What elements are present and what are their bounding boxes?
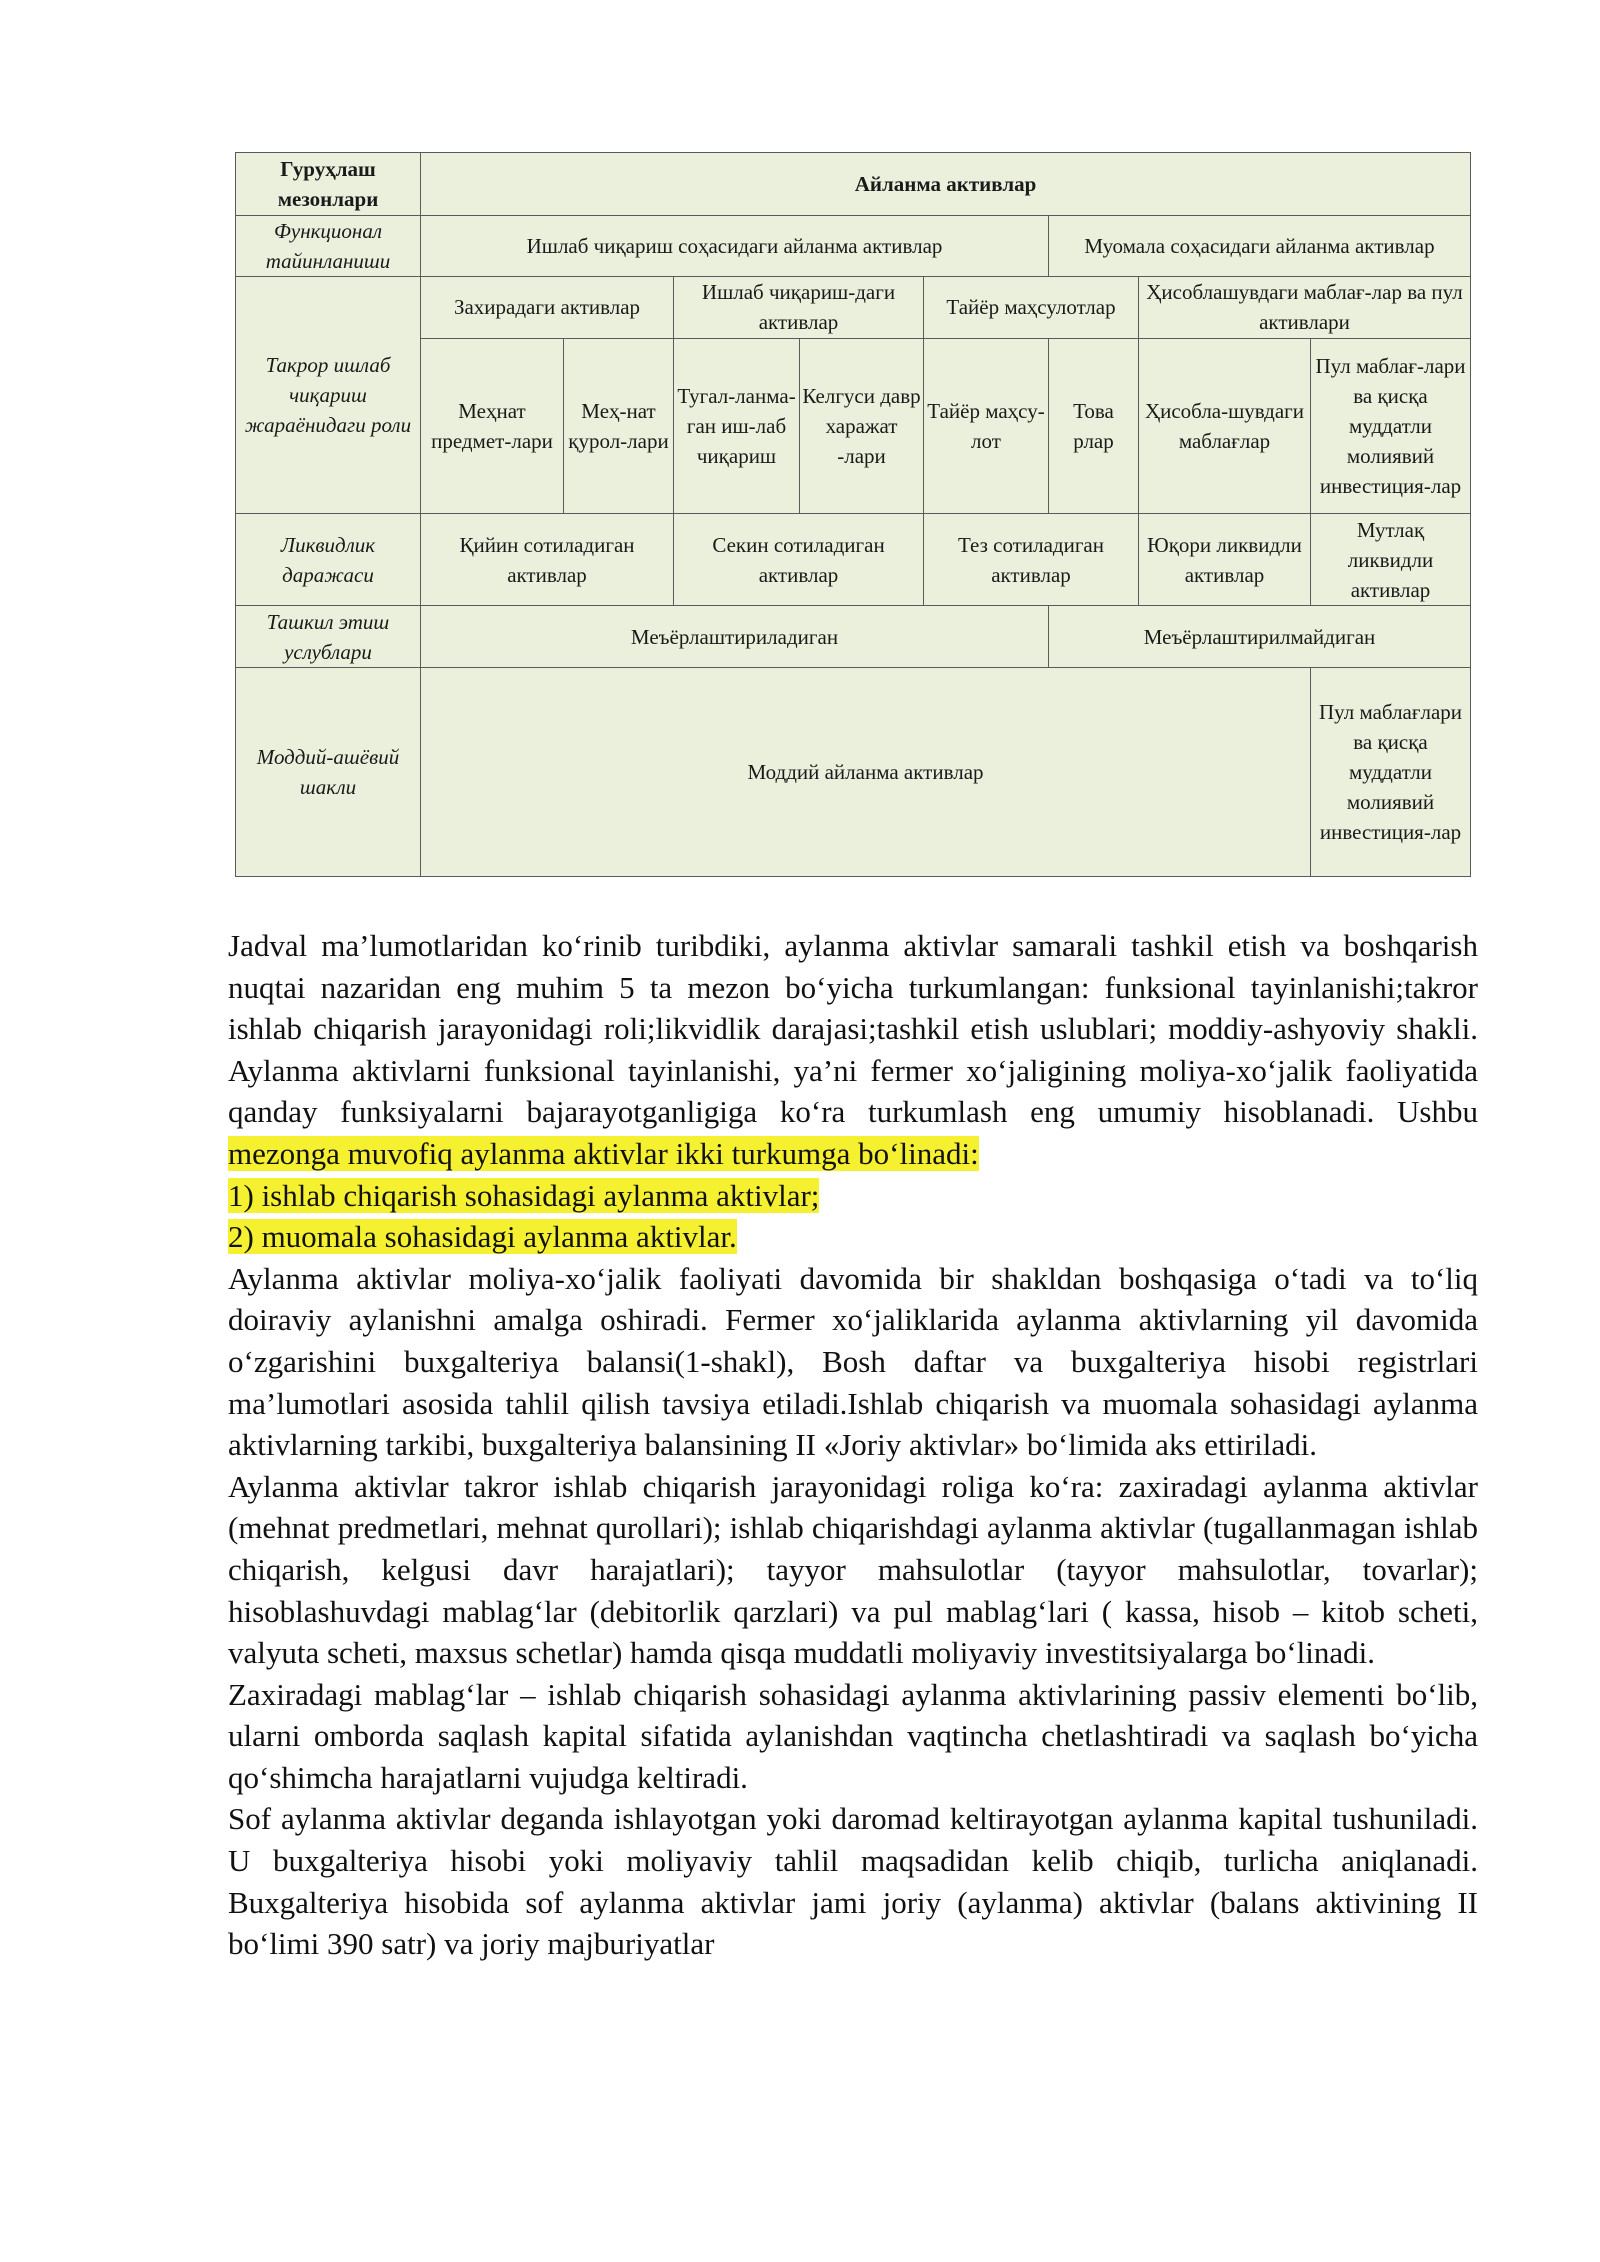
list-item	[228, 1216, 1478, 1258]
cell-settlement-cash: Ҳисоблашувдаги маблағ-лар ва пул активлари	[1139, 277, 1471, 339]
table-row	[236, 153, 1471, 216]
cell-hard-to-sell: Қийин сотиладиган активлар	[421, 514, 674, 606]
table-row	[236, 514, 1471, 606]
cell-labor-tools: Меҳ-нат қурол-лари	[564, 338, 674, 514]
paragraph-intro	[228, 925, 1478, 1175]
cell-production-sphere: Ишлаб чиқариш соҳасидаги айланма активлар	[421, 215, 1049, 277]
document-body	[228, 925, 1478, 1965]
cell-cash-investments-material: Пул маблағлари ва қисқа муддатли молиявий инвестиция-лар	[1311, 667, 1471, 876]
table-row	[236, 667, 1471, 876]
cell-material-assets: Моддий айланма активлар	[421, 667, 1311, 876]
cell-labor-objects: Меҳнат предмет-лари	[421, 338, 564, 514]
list-item-production: 1) ishlab chiqarish sohasidagi aylanma aktivlar;	[228, 1177, 820, 1213]
paragraph-circulation: Aylanma aktivlar moliya-xo‘jalik faoliyati davomida bir shakldan boshqasiga o‘tadi va to‘liq doiraviy aylanishni amalga oshiradi. Fermer xo‘jaliklarida aylanma aktivlarning yil davomida o‘zgarishini buxgalteriya balansi(1-shakl), Bosh daftar va buxgalteriya hisobi registrlari ma’lumotlari asosida tahlil qilish tavsiya etiladi.Ishlab chiqarish va muomala sohasidagi aylanma aktivlarning tarkibi, buxgalteriya balansining II «Joriy aktivlar» bo‘limida aks ettiriladi.	[228, 1260, 1478, 1463]
criterion-liquidity: Ликвидлик даражаси	[236, 514, 421, 606]
cell-cash-investments: Пул маблағ-лари ва қисқа муддатли молиявий инвестиция-лар	[1311, 338, 1471, 514]
cell-absolute-liquid: Мутлақ ликвидли активлар	[1311, 514, 1471, 606]
table-row	[236, 606, 1471, 668]
cell-high-liquid: Юқори ликвидли активлар	[1139, 514, 1311, 606]
cell-future-expenses: Келгуси давр харажат -лари	[800, 338, 924, 514]
paragraph-role: Aylanma aktivlar takror ishlab chiqarish jarayonidagi roliga ko‘ra: zaxiradagi aylanma aktivlar (mehnat predmetlari, mehnat qurollari); ishlab chiqarishdagi aylanma aktivlar (tugallanmagan ishlab chiqarish, kelgusi davr harajatlari); tayyor mahsulotlar (tayyor mahsulotlar, tovarlar); hisoblashuvdagi mablag‘lar (debitorlik qarzlari) va pul mablag‘lari ( kassa, hisob – kitob scheti, valyuta scheti, maxsus schetlar) hamda qisqa muddatli moliyaviy investitsiyalarga bo‘linadi.	[228, 1468, 1478, 1671]
cell-stock-assets: Захирадаги активлар	[421, 277, 674, 339]
criterion-organization: Ташкил этиш услублари	[236, 606, 421, 668]
cell-finished-goods: Тайёр маҳсу-лот	[924, 338, 1049, 514]
cell-goods: Това рлар	[1049, 338, 1139, 514]
list-item-circulation: 2) muomala sohasidagi aylanma aktivlar.	[228, 1219, 737, 1255]
cell-slow-to-sell: Секин сотиладиган активлар	[674, 514, 924, 606]
cell-work-in-progress: Тугал-ланма-ган иш-лаб чиқариш	[674, 338, 800, 514]
cell-non-normalized: Меъёрлаштирилмайдиган	[1049, 606, 1471, 668]
table-row	[236, 215, 1471, 277]
current-assets-classification-table	[235, 152, 1471, 877]
criterion-functional: Функционал тайинланиши	[236, 215, 421, 277]
cell-production-assets: Ишлаб чиқариш-даги активлар	[674, 277, 924, 339]
paragraph-net-assets: Sof aylanma aktivlar deganda ishlayotgan yoki daromad keltirayotgan aylanma kapital tushuniladi. U buxgalteriya hisobi yoki moliyaviy tahlil maqsadidan kelib chiqib, turlicha aniqlanadi. Buxgalteriya hisobida sof aylanma aktivlar jami joriy (aylanma) aktivlar (balans aktivining II bo‘limi 390 satr) va joriy majburiyatlar	[228, 1801, 1478, 1962]
cell-normalized: Меъёрлаштириладиган	[421, 606, 1049, 668]
paragraph-stock: Zaxiradagi mablag‘lar – ishlab chiqarish sohasidagi aylanma aktivlarining passiv elementi bo‘lib, ularni omborda saqlash kapital sifatida aylanishdan vaqtincha chetlashtiradi va saqlash bo‘yicha qo‘shimcha harajatlarni vujudga keltiradi.	[228, 1676, 1478, 1795]
table-row	[236, 338, 1471, 514]
highlighted-text: mezonga muvofiq aylanma aktivlar ikki turkumga bo‘linadi:	[228, 1135, 979, 1171]
header-title-cell: Айланма активлар	[421, 153, 1471, 216]
intro-text: Jadval ma’lumotlaridan ko‘rinib turibdiki, aylanma aktivlar samarali tashkil etish va boshqarish nuqtai nazaridan eng muhim 5 ta mezon bo‘yicha turkumlangan: funksional tayinlanishi;takror ishlab chiqarish jarayonidagi roli;likvidlik darajasi;tashkil etish uslublari; moddiy-ashyoviy shakli. Aylanma aktivlarni funksional tayinlanishi, ya’ni fermer xo‘jaligining moliya-xo‘jalik faoliyatida qanday funksiyalarni bajarayotganligiga ko‘ra turkumlash eng umumiy hisoblanadi. Ushbu	[228, 928, 1478, 1130]
criterion-material-form: Моддий-ашёвий шакли	[236, 667, 421, 876]
cell-finished-products: Тайёр маҳсулотлар	[924, 277, 1139, 339]
cell-receivables: Ҳисобла-шувдаги маблағлар	[1139, 338, 1311, 514]
classification-table-wrapper	[235, 152, 1470, 877]
criterion-role: Такрор ишлаб чиқариш жараёнидаги роли	[236, 277, 421, 514]
table-row	[236, 277, 1471, 339]
cell-fast-to-sell: Тез сотиладиган активлар	[924, 514, 1139, 606]
cell-circulation-sphere: Муомала соҳасидаги айланма активлар	[1049, 215, 1471, 277]
list-item	[228, 1175, 1478, 1217]
header-criteria-cell: Гуруҳлаш мезонлари	[236, 153, 421, 216]
